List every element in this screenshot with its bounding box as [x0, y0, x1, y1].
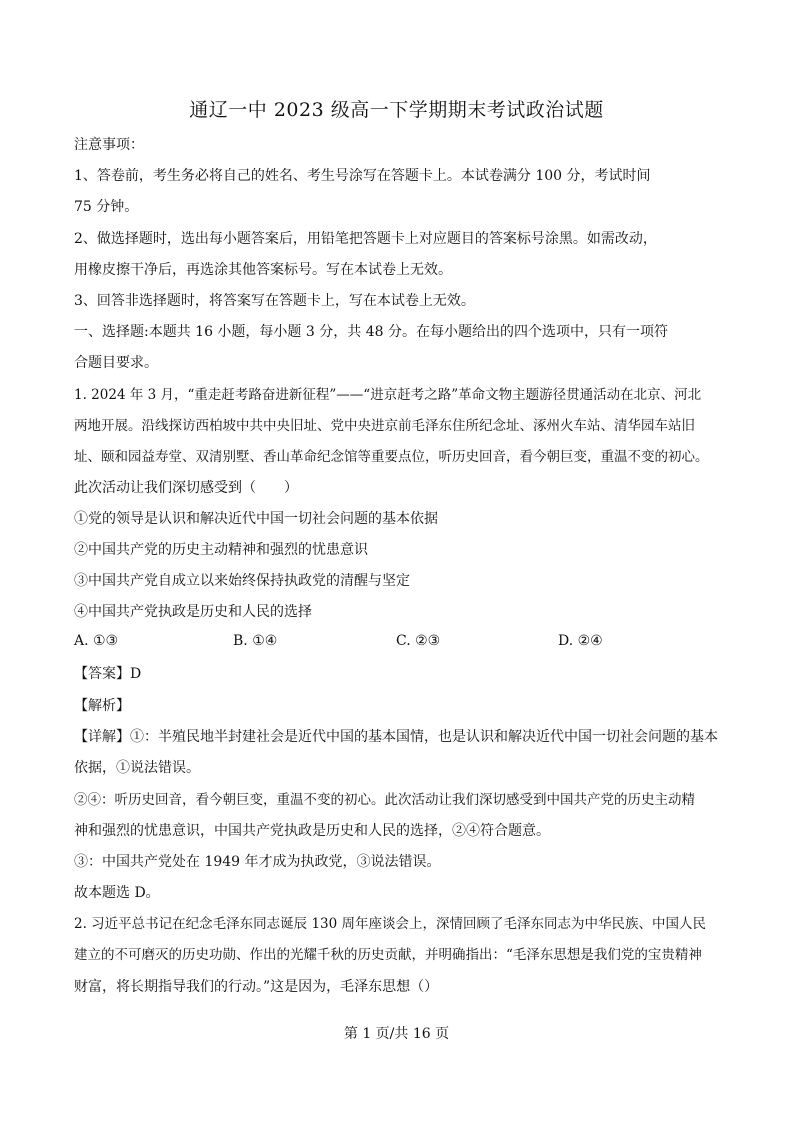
- question-2-line-2: 建立的不可磨灭的历史功勋、作出的光耀千秋的历史贡献，并明确指出：“毛泽东思想是我们党的宝贵精神: [74, 947, 702, 963]
- question-1-line-2: 两地开展。沿线探访西柏坡中共中央旧址、党中央进京前毛泽东住所纪念址、涿州火车站、清华园车站旧: [74, 418, 695, 434]
- detail-line-5: ③：中国共产党处在 1949 年才成为执政党，③说法错误。: [74, 854, 441, 870]
- statement-2: ②中国共产党的历史主动精神和强烈的忧患意识: [74, 542, 368, 558]
- question-1-line-3: 址、颐和园益寿堂、双清别墅、香山革命纪念馆等重要点位，听历史回音，看今朝巨变，重温不变的初心。: [74, 449, 709, 465]
- detail-line-6: 故本题选 D。: [74, 885, 160, 901]
- question-2-line-3: 财富，将长期指导我们的行动。”这是因为，毛泽东思想（）: [74, 979, 439, 995]
- section-heading-line-2: 合题目要求。: [74, 355, 158, 371]
- detail-line-2: 依据，①说法错误。: [74, 760, 200, 776]
- notice-item-2-line-1: 2、做选择题时，选出每小题答案后，用铅笔把答题卡上对应题目的答案标号涂黑。如需改动，: [74, 231, 657, 247]
- answer-label: 【答案】: [74, 666, 130, 682]
- answer-value: D: [130, 666, 142, 682]
- notice-heading: 注意事项：: [74, 137, 144, 153]
- notice-item-1-line-1: 1、答卷前，考生务必将自己的姓名、考生号涂写在答题卡上。本试卷满分 100 分，考试时间: [74, 168, 651, 184]
- detail-line-1: [74, 727, 734, 747]
- option-c: C. ②③: [396, 633, 441, 649]
- option-a: A. ①③: [74, 633, 119, 649]
- statement-4: ④中国共产党执政是历史和人民的选择: [74, 604, 312, 620]
- answer-line: [74, 664, 734, 684]
- section-heading-line-1: 一、选择题:本题共 16 小题，每小题 3 分，共 48 分。在每小题给出的四个选项中，只有一项符: [74, 324, 668, 340]
- statement-1: ①党的领导是认识和解决近代中国一切社会问题的基本依据: [74, 511, 438, 527]
- question-1-line-4: 此次活动让我们深切感受到（ ）: [74, 480, 298, 496]
- detail-line-3: ②④：听历史回音，看今朝巨变，重温不变的初心。此次活动让我们深切感受到中国共产党的历史主动精: [74, 792, 695, 808]
- question-2-line-1: 2. 习近平总书记在纪念毛泽东同志诞辰 130 周年座谈会上，深情回顾了毛泽东同志为中华民族、中国人民: [74, 916, 707, 932]
- notice-item-3: 3、回答非选择题时，将答案写在答题卡上，写在本试卷上无效。: [74, 293, 475, 309]
- exam-title: 通辽一中 2023 级高一下学期期末考试政治试题: [189, 99, 604, 121]
- detail-label: 【详解】: [74, 729, 130, 745]
- detail-text-1: ①：半殖民地半封建社会是近代中国的基本国情，也是认识和解决近代中国一切社会问题的基本: [130, 729, 718, 745]
- question-1-options: [74, 633, 734, 653]
- notice-item-2-line-2: 用橡皮擦干净后，再选涂其他答案标号。写在本试卷上无效。: [74, 262, 452, 278]
- detail-line-4: 神和强烈的忧患意识，中国共产党执政是历史和人民的选择，②④符合题意。: [74, 823, 550, 839]
- question-1-line-1: 1. 2024 年 3 月，“重走赶考路奋进新征程”——“进京赶考之路”革命文物主题游径贯通活动在北京、河北: [74, 387, 702, 403]
- notice-item-1-line-2: 75 分钟。: [74, 199, 139, 215]
- analysis-label: 【解析】: [74, 698, 130, 714]
- page-footer: 第 1 页/共 16 页: [343, 1026, 450, 1042]
- option-b: B. ①④: [233, 633, 278, 649]
- option-d: D. ②④: [558, 633, 603, 649]
- statement-3: ③中国共产党自成立以来始终保持执政党的清醒与坚定: [74, 573, 410, 589]
